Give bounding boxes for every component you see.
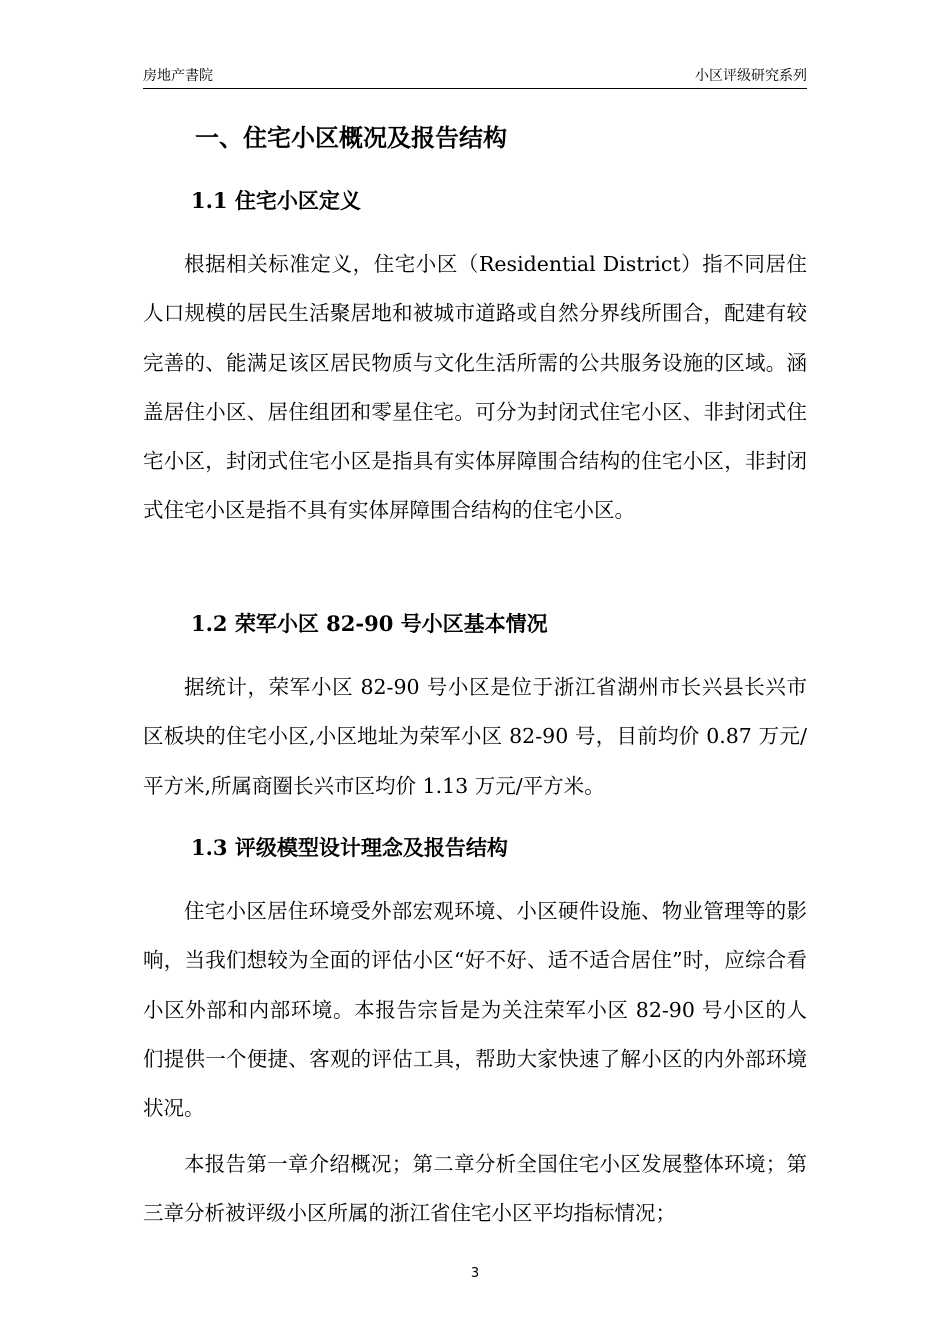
section-1-2-paragraph: 据统计，荣军小区 82-90 号小区是位于浙江省湖州市长兴县长兴市区板块的住宅小区,小区地址为荣军小区 82-90 号，目前均价 0.87 万元/平方米,所属商圈长兴市区均价 1.13 万元/平方米。 <box>143 675 807 798</box>
section-heading-1-3: 1.3 评级模型设计理念及报告结构 <box>191 835 508 860</box>
section-heading-1-2: 1.2 荣军小区 82-90 号小区基本情况 <box>191 611 548 636</box>
section-1-3-paragraph-1: 住宅小区居住环境受外部宏观环境、小区硬件设施、物业管理等的影响，当我们想较为全面的评估小区“好不好、适不适合居住”时，应综合看小区外部和内部环境。本报告宗旨是为关注荣军小区 82-90 号小区的人们提供一个便捷、客观的评估工具，帮助大家快速了解小区的内外部环境状况。 <box>143 899 807 1121</box>
page-header <box>143 66 807 89</box>
section-1-3-paragraph-2: 本报告第一章介绍概况；第二章分析全国住宅小区发展整体环境；第三章分析被评级小区所属的浙江省住宅小区平均指标情况； <box>143 1152 807 1226</box>
page-number: 3 <box>470 1266 480 1281</box>
section-heading-1-1: 1.1 住宅小区定义 <box>191 188 361 213</box>
header-publisher: 房地产書院 <box>143 68 213 84</box>
section-1-1-paragraph: 根据相关标准定义，住宅小区（Residential District）指不同居住人口规模的居民生活聚居地和被城市道路或自然分界线所围合，配建有较完善的、能满足该区居民物质与文化生活所需的公共服务设施的区域。涵盖居住小区、居住组团和零星住宅。可分为封闭式住宅小区、非封闭式住宅小区，封闭式住宅小区是指具有实体屏障围合结构的住宅小区，非封闭式住宅小区是指不具有实体屏障围合结构的住宅小区。 <box>143 252 807 523</box>
chapter-title: 一、住宅小区概况及报告结构 <box>195 123 507 152</box>
header-series-title: 小区评级研究系列 <box>695 68 807 84</box>
